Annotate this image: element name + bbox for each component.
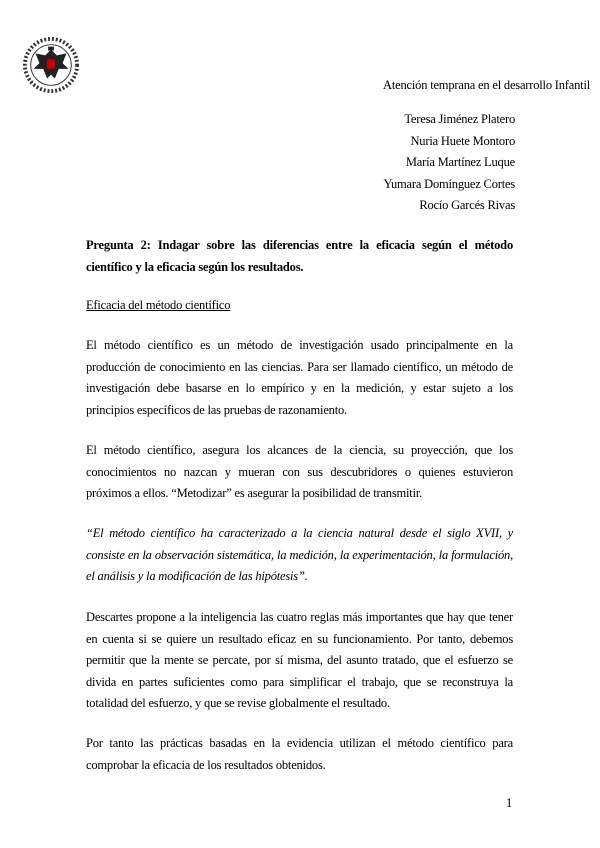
question-text: Pregunta 2: Indagar sobre las diferencias entre la eficacia según el método científico y la eficacia según los resultados. bbox=[86, 238, 513, 274]
paragraph: Descartes propone a la inteligencia las cuatro reglas más importantes que hay que tener en cuenta si se quiere un resultado eficaz en su funcionamiento. Por tanto, debemos permitir que la mente se percate, por sí misma, del asunto tratado, que el esfuerzo se divida en partes suficientes como para simplificar el trabajo, que se reconstruya la totalidad del esfuerzo, y que se revise globalmente el resultado. bbox=[86, 610, 513, 710]
quote-paragraph: “El método científico ha caracterizado a la ciencia natural desde el siglo XVII, y consiste en la observación sistemática, la medición, la experimentación, la formulación, el análisis y la modificación de las hipótesis”. bbox=[86, 526, 513, 583]
author-name: María Martínez Luque bbox=[405, 155, 515, 169]
author-name: Nuria Huete Montoro bbox=[410, 133, 515, 148]
author-list bbox=[384, 109, 515, 217]
author-name: Rocío Garcés Rivas bbox=[419, 198, 515, 212]
document-header-title: Atención temprana en el desarrollo Infantil bbox=[383, 78, 590, 92]
author-name: Teresa Jiménez Platero bbox=[404, 112, 515, 126]
paragraph: Por tanto las prácticas basadas en la evidencia utilizan el método científico para comprobar la eficacia de los resultados obtenidos. bbox=[86, 736, 513, 772]
page-number: 1 bbox=[506, 796, 513, 810]
section-heading: Eficacia del método científico bbox=[86, 298, 231, 312]
university-coat-of-arms-icon bbox=[22, 36, 80, 94]
paragraph: El método científico, asegura los alcances de la ciencia, su proyección, que los conocimientos no nazcan y mueran con sus descubridores o quienes estuvieron próximos a ellos. “Metodizar” es asegurar la posibilidad de transmitir. bbox=[86, 443, 513, 500]
author-name: Yumara Domínguez Cortes bbox=[383, 176, 515, 191]
paragraph: El método científico es un método de investigación usado principalmente en la producción de conocimiento en las ciencias. Para ser llamado científico, un método de investigación debe basarse en lo empírico y en la medición, y estar sujeto a los principios específicos de las pruebas de razonamiento. bbox=[86, 338, 513, 417]
